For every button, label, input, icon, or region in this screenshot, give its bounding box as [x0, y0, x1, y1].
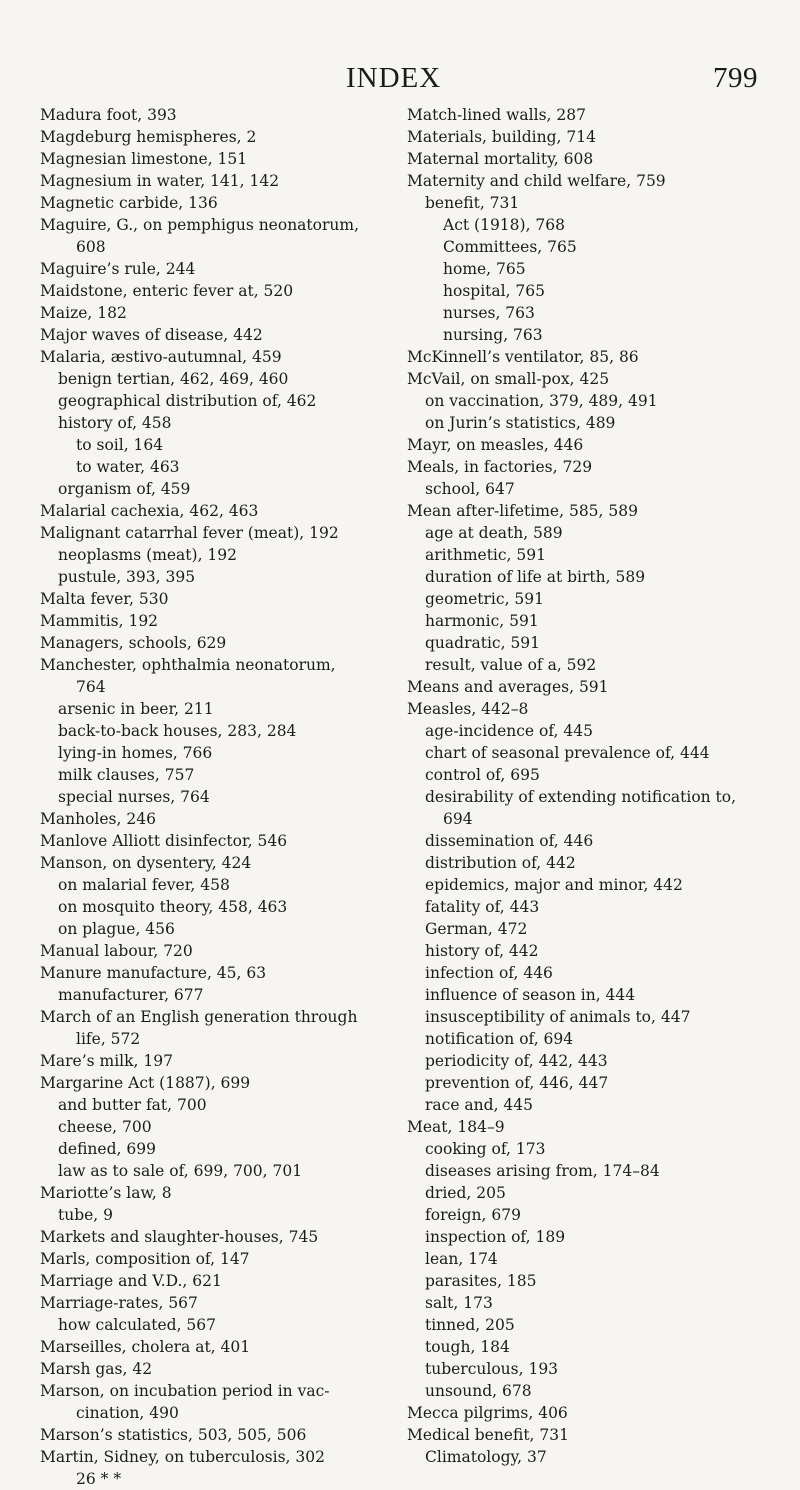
index-entry: fatality of, 443 — [425, 898, 540, 916]
index-entry: 694 — [443, 810, 473, 828]
index-entry: life, 572 — [76, 1030, 141, 1048]
index-entry: manufacturer, 677 — [58, 986, 204, 1004]
index-entry: to soil, 164 — [76, 436, 164, 454]
index-entry: Medical benefit, 731 — [407, 1426, 569, 1444]
index-entry: geographical distribution of, 462 — [58, 392, 317, 410]
index-entry: Maidstone, enteric fever at, 520 — [40, 282, 294, 300]
index-entry: school, 647 — [425, 480, 515, 498]
index-entry: hospital, 765 — [443, 282, 546, 300]
index-entry: parasites, 185 — [425, 1272, 537, 1290]
index-entry: foreign, 679 — [425, 1206, 521, 1224]
index-entry: on plague, 456 — [58, 920, 175, 938]
index-entry: 608 — [76, 238, 106, 256]
index-entry: notification of, 694 — [425, 1030, 574, 1048]
index-entry: special nurses, 764 — [58, 788, 210, 806]
index-entry: lying-in homes, 766 — [58, 744, 213, 762]
signature-mark: 26 * * — [76, 1470, 122, 1488]
index-entry: Mayr, on measles, 446 — [407, 436, 584, 454]
index-entry: Manson, on dysentery, 424 — [40, 854, 252, 872]
index-entry: Manlove Alliott disinfector, 546 — [40, 832, 288, 850]
index-entry: Act (1918), 768 — [443, 216, 566, 234]
index-entry: Marsh gas, 42 — [40, 1360, 153, 1378]
index-entry: epidemics, major and minor, 442 — [425, 876, 683, 894]
index-entry: diseases arising from, 174–84 — [425, 1162, 660, 1180]
index-entry: Magnetic carbide, 136 — [40, 194, 218, 212]
index-entry: Marseilles, cholera at, 401 — [40, 1338, 251, 1356]
index-entry: Marriage-rates, 567 — [40, 1294, 198, 1312]
index-entry: Marson’s statistics, 503, 505, 506 — [40, 1426, 307, 1444]
index-entry: milk clauses, 757 — [58, 766, 195, 784]
index-entry: tinned, 205 — [425, 1316, 515, 1334]
index-entry: Meat, 184–9 — [407, 1118, 505, 1136]
index-entry: Magnesian limestone, 151 — [40, 150, 248, 168]
index-entry: on Jurin’s statistics, 489 — [425, 414, 616, 432]
index-entry: back-to-back houses, 283, 284 — [58, 722, 297, 740]
index-entry: Margarine Act (1887), 699 — [40, 1074, 251, 1092]
index-entry: periodicity of, 442, 443 — [425, 1052, 608, 1070]
index-entry: Managers, schools, 629 — [40, 634, 227, 652]
page-title: INDEX — [346, 62, 442, 94]
index-entry: race and, 445 — [425, 1096, 534, 1114]
index-entry: Mammitis, 192 — [40, 612, 159, 630]
index-entry: organism of, 459 — [58, 480, 191, 498]
index-entry: duration of life at birth, 589 — [425, 568, 646, 586]
index-entry: desirability of extending notification to, — [425, 788, 737, 806]
index-entry: nursing, 763 — [443, 326, 543, 344]
index-entry: cination, 490 — [76, 1404, 179, 1422]
index-entry: salt, 173 — [425, 1294, 493, 1312]
index-entry: Match-lined walls, 287 — [407, 106, 586, 124]
index-entry: Manchester, ophthalmia neonatorum, — [40, 656, 336, 674]
index-entry: cheese, 700 — [58, 1118, 152, 1136]
index-column-left — [40, 104, 408, 1490]
index-entry: nurses, 763 — [443, 304, 535, 322]
index-entry: Materials, building, 714 — [407, 128, 596, 146]
index-entry: on vaccination, 379, 489, 491 — [425, 392, 658, 410]
index-entry: Mean after-lifetime, 585, 589 — [407, 502, 638, 520]
index-entry: dried, 205 — [425, 1184, 506, 1202]
index-entry: Markets and slaughter-houses, 745 — [40, 1228, 319, 1246]
index-entry: Maternal mortality, 608 — [407, 150, 594, 168]
index-entry: German, 472 — [425, 920, 528, 938]
index-entry: Manholes, 246 — [40, 810, 156, 828]
index-column-right — [407, 104, 779, 1468]
index-entry: Marls, composition of, 147 — [40, 1250, 250, 1268]
index-entry: age at death, 589 — [425, 524, 563, 542]
index-entry: home, 765 — [443, 260, 526, 278]
index-entry: McKinnell’s ventilator, 85, 86 — [407, 348, 639, 366]
index-entry: arithmetic, 591 — [425, 546, 546, 564]
index-entry: Climatology, 37 — [425, 1448, 547, 1466]
index-entry: law as to sale of, 699, 700, 701 — [58, 1162, 303, 1180]
index-entry: distribution of, 442 — [425, 854, 576, 872]
index-entry: influence of season in, 444 — [425, 986, 636, 1004]
index-entry: defined, 699 — [58, 1140, 156, 1158]
index-entry: Magnesium in water, 141, 142 — [40, 172, 280, 190]
index-entry: Mecca pilgrims, 406 — [407, 1404, 568, 1422]
index-entry: Malarial cachexia, 462, 463 — [40, 502, 259, 520]
index-entry: Maize, 182 — [40, 304, 127, 322]
index-entry: geometric, 591 — [425, 590, 545, 608]
index-entry: Maguire, G., on pemphigus neonatorum, — [40, 216, 359, 234]
index-entry: and butter fat, 700 — [58, 1096, 207, 1114]
index-entry: how calculated, 567 — [58, 1316, 217, 1334]
index-entry: 764 — [76, 678, 106, 696]
index-entry: on mosquito theory, 458, 463 — [58, 898, 288, 916]
index-entry: benefit, 731 — [425, 194, 520, 212]
index-entry: chart of seasonal prevalence of, 444 — [425, 744, 710, 762]
index-entry: tuberculous, 193 — [425, 1360, 559, 1378]
index-entry: insusceptibility of animals to, 447 — [425, 1008, 691, 1026]
index-entry: Manure manufacture, 45, 63 — [40, 964, 267, 982]
index-entry: control of, 695 — [425, 766, 540, 784]
index-entry: Maternity and child welfare, 759 — [407, 172, 666, 190]
index-entry: Mare’s milk, 197 — [40, 1052, 173, 1070]
index-entry: Committees, 765 — [443, 238, 577, 256]
index-entry: Marson, on incubation period in vac- — [40, 1382, 330, 1400]
index-entry: tough, 184 — [425, 1338, 510, 1356]
index-entry: pustule, 393, 395 — [58, 568, 196, 586]
index-entry: Measles, 442–8 — [407, 700, 529, 718]
index-entry: history of, 458 — [58, 414, 172, 432]
index-entry: lean, 174 — [425, 1250, 498, 1268]
index-entry: Martin, Sidney, on tuberculosis, 302 — [40, 1448, 325, 1466]
index-entry: on malarial fever, 458 — [58, 876, 230, 894]
index-entry: Means and averages, 591 — [407, 678, 609, 696]
index-entry: history of, 442 — [425, 942, 539, 960]
index-entry: to water, 463 — [76, 458, 180, 476]
page-header — [0, 62, 800, 102]
index-entry: Maguire’s rule, 244 — [40, 260, 196, 278]
index-entry: dissemination of, 446 — [425, 832, 594, 850]
index-entry: Malta fever, 530 — [40, 590, 169, 608]
index-entry: age-incidence of, 445 — [425, 722, 593, 740]
index-entry: Madura foot, 393 — [40, 106, 177, 124]
index-entry: benign tertian, 462, 469, 460 — [58, 370, 289, 388]
index-entry: cooking of, 173 — [425, 1140, 546, 1158]
index-entry: McVail, on small-pox, 425 — [407, 370, 610, 388]
index-entry: Mariotte’s law, 8 — [40, 1184, 172, 1202]
index-entry: harmonic, 591 — [425, 612, 539, 630]
index-entry: March of an English generation through — [40, 1008, 358, 1026]
index-entry: Magdeburg hemispheres, 2 — [40, 128, 257, 146]
index-entry: arsenic in beer, 211 — [58, 700, 214, 718]
index-entry: Malignant catarrhal fever (meat), 192 — [40, 524, 339, 542]
index-entry: unsound, 678 — [425, 1382, 532, 1400]
index-entry: Manual labour, 720 — [40, 942, 193, 960]
index-entry: quadratic, 591 — [425, 634, 541, 652]
index-entry: inspection of, 189 — [425, 1228, 566, 1246]
index-entry: tube, 9 — [58, 1206, 114, 1224]
index-entry: prevention of, 446, 447 — [425, 1074, 609, 1092]
index-entry: Marriage and V.D., 621 — [40, 1272, 222, 1290]
index-entry: Malaria, æstivo-autumnal, 459 — [40, 348, 282, 366]
index-entry: neoplasms (meat), 192 — [58, 546, 238, 564]
index-entry: result, value of a, 592 — [425, 656, 597, 674]
index-entry: infection of, 446 — [425, 964, 553, 982]
index-entry: Meals, in factories, 729 — [407, 458, 593, 476]
index-entry: Major waves of disease, 442 — [40, 326, 263, 344]
page-number: 799 — [713, 62, 758, 94]
